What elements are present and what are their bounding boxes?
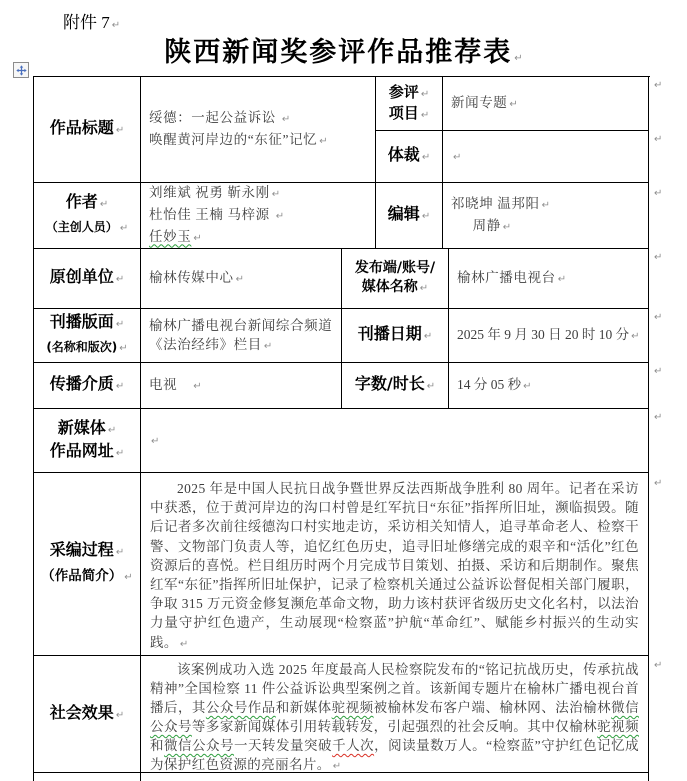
pilcrow-icon: ↵: [541, 199, 550, 211]
pilcrow-icon: ↵: [420, 109, 430, 121]
page-title[interactable]: [0, 30, 687, 69]
pilcrow-icon: ↵: [421, 211, 431, 222]
publish-date-value-cell[interactable]: [449, 309, 649, 363]
pilcrow-icon: ↵: [631, 330, 640, 342]
pilcrow-icon: ↵: [107, 424, 117, 436]
pilcrow-icon: ↵: [319, 135, 328, 147]
pilcrow-icon: ↵: [654, 312, 663, 323]
medium-value: 电视: [149, 376, 178, 392]
pilcrow-icon: ↵: [654, 252, 663, 263]
pilcrow-icon: ↵: [115, 547, 125, 558]
medium-value-cell[interactable]: [141, 363, 342, 409]
publish-platform-value-cell[interactable]: [449, 249, 649, 309]
row-entry-category: [376, 77, 649, 131]
pilcrow-icon: ↵: [419, 283, 429, 294]
medium-label: 传播介质: [49, 374, 114, 393]
publication-page-label-sub: (名称和版次): [46, 340, 118, 354]
cutoff-label-cell[interactable]: [34, 773, 141, 781]
work-title-label-cell[interactable]: [34, 77, 141, 183]
publication-page-value: 榆林广播电视台新闻综合频道《法治经纬》栏目: [149, 317, 333, 352]
author-line2: 杜怡佳 王楠 马梓源: [149, 206, 270, 222]
cutoff-value-cell[interactable]: [141, 773, 649, 781]
attachment-text: 附件 7: [63, 13, 110, 32]
pilcrow-icon: ↵: [514, 53, 523, 64]
pilcrow-icon: ↵: [111, 20, 121, 31]
pilcrow-icon: ↵: [275, 210, 285, 222]
author-value-cell[interactable]: [141, 183, 376, 249]
pilcrow-icon: ↵: [124, 572, 133, 583]
row-author-editor: [34, 183, 650, 249]
duration-value-cell[interactable]: [449, 363, 649, 409]
publish-date-value: 2025 年 9 月 30 日 20 时 10 分: [457, 326, 630, 342]
pilcrow-icon: ↵: [557, 273, 567, 285]
pilcrow-icon: ↵: [193, 232, 202, 244]
pilcrow-icon: ↵: [509, 98, 518, 110]
pilcrow-icon: ↵: [99, 199, 109, 210]
medium-label-cell[interactable]: [34, 363, 141, 409]
author-line3: 任妙玉: [149, 228, 192, 244]
table-move-handle[interactable]: [13, 62, 29, 78]
pilcrow-icon: ↵: [502, 221, 512, 233]
pilcrow-icon: ↵: [654, 660, 663, 671]
original-unit-label-cell[interactable]: [34, 249, 141, 309]
pilcrow-icon: ↵: [115, 319, 125, 330]
pilcrow-icon: ↵: [654, 366, 663, 377]
page-title-text: 陕西新闻奖参评作品推荐表: [164, 37, 513, 68]
duration-label: 字数/时长: [354, 374, 425, 393]
row-publication-page: [34, 309, 650, 363]
work-title-label: 作品标题: [49, 118, 114, 137]
pilcrow-icon: ↵: [421, 152, 431, 163]
original-unit-value-cell[interactable]: [141, 249, 342, 309]
row-genre: [376, 131, 649, 183]
pilcrow-icon: ↵: [235, 273, 244, 285]
row-cutoff: [34, 773, 650, 781]
author-label: 作者: [65, 192, 98, 211]
publication-page-label-cell[interactable]: [34, 309, 141, 363]
editor-label-cell[interactable]: [376, 183, 443, 249]
right-subcolumn: [376, 77, 649, 183]
pilcrow-icon: ↵: [523, 380, 532, 392]
new-media-url-label-cell[interactable]: [34, 409, 141, 473]
editor-line2: 周静: [472, 217, 501, 233]
pilcrow-icon: ↵: [263, 340, 273, 352]
pilcrow-icon: ↵: [654, 478, 663, 489]
new-media-url-label-1: 新媒体: [57, 417, 106, 437]
social-effect-paragraph: 该案例成功入选 2025 年度最高人民检察院发布的“铭记抗战历史，传承抗战精神”全国检察 11 件公益诉讼典型案例之首。该新闻专题片在榆林广播电视台首播后，其公众号作品和新媒体驼视频被榆林发布客户端、榆林网、法治榆林微信公众号等多家新闻媒体引用转载转发，引起强烈的社会反响。其中仅榆林驼视频和微信公众号一天转发量突破千人次，阅读量数万人。“检察蓝”守护红色记忆成为保护红色资源的亮丽名片。: [150, 662, 640, 772]
pilcrow-icon: ↵: [119, 223, 129, 234]
author-label-sub: （主创人员）: [45, 220, 118, 234]
genre-label: 体裁: [387, 145, 420, 164]
pilcrow-icon: ↵: [281, 113, 291, 125]
pilcrow-icon: ↵: [115, 381, 125, 392]
pilcrow-icon: ↵: [119, 343, 128, 354]
social-effect-label-cell[interactable]: [34, 656, 141, 773]
original-unit-label: 原创单位: [49, 267, 114, 286]
pilcrow-icon: ↵: [654, 134, 663, 145]
genre-value-cell[interactable]: [443, 131, 649, 183]
entry-category-label-cell[interactable]: [376, 77, 443, 131]
author-label-cell[interactable]: [34, 183, 141, 249]
genre-label-cell[interactable]: [376, 131, 443, 183]
row-medium: [34, 363, 650, 409]
publication-page-label: 刊播版面: [49, 312, 114, 331]
entry-category-label-1: 参评: [388, 82, 419, 101]
work-title-line2: 唤醒黄河岸边的“东征”记忆: [149, 131, 318, 147]
row-editing-process: [34, 473, 650, 656]
editing-process-paragraph: 2025 年是中国人民抗日战争暨世界反法西斯战争胜利 80 周年。记者在采访中获悉，位于黄河岸边的沟口村曾是红军抗日“东征”指挥所旧址，濒临损毁。随后记者多次前往绥德沟口村实地走访，采访相关知情人，追寻革命老人、检察干警、文物部门负责人等，追忆红色历史，追寻旧址修缮完成的艰辛和“活化”红色资源后的喜悦。栏目组历时两个月完成节目策划、拍摄、采访和后期制作。聚焦红军“东征”指挥所旧址保护，记录了检察机关通过公益诉讼督促相关部门履职，争取 315 万元资金修复濒危革命文物，助力该村获评省级历史文化名村，以法治力量守护红色遗产，生动展现“检察蓝”护航“革命红”、赋能乡村振兴的生动实践。: [150, 481, 639, 650]
publish-platform-value: 榆林广播电视台: [457, 269, 556, 285]
pilcrow-icon: ↵: [654, 188, 663, 199]
move-cross-icon: [16, 65, 27, 76]
pilcrow-icon: ↵: [332, 761, 342, 772]
social-effect-label: 社会效果: [49, 702, 114, 722]
pilcrow-icon: ↵: [115, 125, 125, 136]
row-new-media-url: [34, 409, 650, 473]
row-social-effect: [34, 656, 650, 773]
entry-category-label-2: 项目: [388, 103, 419, 122]
publication-page-value-cell[interactable]: [141, 309, 342, 363]
row-original-unit: [34, 249, 650, 309]
new-media-url-value-cell[interactable]: [141, 409, 649, 473]
editor-label: 编辑: [387, 204, 420, 223]
work-title-line1: 绥德：一起公益诉讼: [149, 109, 276, 125]
pilcrow-icon: ↵: [654, 80, 663, 91]
work-title-value-cell[interactable]: [141, 77, 376, 183]
duration-label-cell[interactable]: [342, 363, 449, 409]
pilcrow-icon: ↵: [654, 412, 663, 423]
recommendation-table: [33, 76, 650, 781]
pilcrow-icon: ↵: [115, 447, 125, 459]
pilcrow-icon: ↵: [115, 274, 125, 285]
original-unit-value: 榆林传媒中心: [149, 269, 234, 285]
pilcrow-icon: ↵: [426, 381, 436, 392]
new-media-url-label-2: 作品网址: [49, 440, 114, 460]
pilcrow-icon: ↵: [271, 188, 281, 200]
pilcrow-icon: ↵: [420, 88, 430, 100]
editor-value-cell[interactable]: [443, 183, 649, 249]
pilcrow-icon: ↵: [423, 331, 433, 342]
editing-process-paragraph-cell[interactable]: [141, 473, 649, 656]
publish-platform-label-1: 发布端/账号/: [354, 260, 436, 276]
pilcrow-icon: ↵: [179, 638, 189, 650]
pilcrow-icon: ↵: [193, 380, 202, 392]
author-line1: 刘维斌 祝勇 靳永刚: [149, 184, 270, 200]
entry-category-value-cell[interactable]: [443, 77, 649, 131]
publish-platform-label-2: 媒体名称: [361, 279, 418, 295]
social-effect-paragraph-cell[interactable]: [141, 656, 649, 773]
editor-line1: 祁晓坤 温邦阳: [451, 195, 540, 211]
publish-date-label: 刊播日期: [357, 324, 422, 343]
publish-date-label-cell[interactable]: [342, 309, 449, 363]
row-work-title: [34, 77, 650, 183]
publish-platform-label-cell[interactable]: [342, 249, 449, 309]
editing-process-label-sub: （作品简介）: [41, 568, 123, 584]
editing-process-label: 采编过程: [49, 540, 114, 559]
editing-process-label-cell[interactable]: [34, 473, 141, 656]
pilcrow-icon: ↵: [453, 151, 462, 163]
pilcrow-icon: ↵: [151, 435, 160, 447]
entry-category-value: 新闻专题: [451, 94, 508, 110]
pilcrow-icon: ↵: [115, 709, 125, 721]
duration-value: 14 分 05 秒: [457, 376, 522, 392]
